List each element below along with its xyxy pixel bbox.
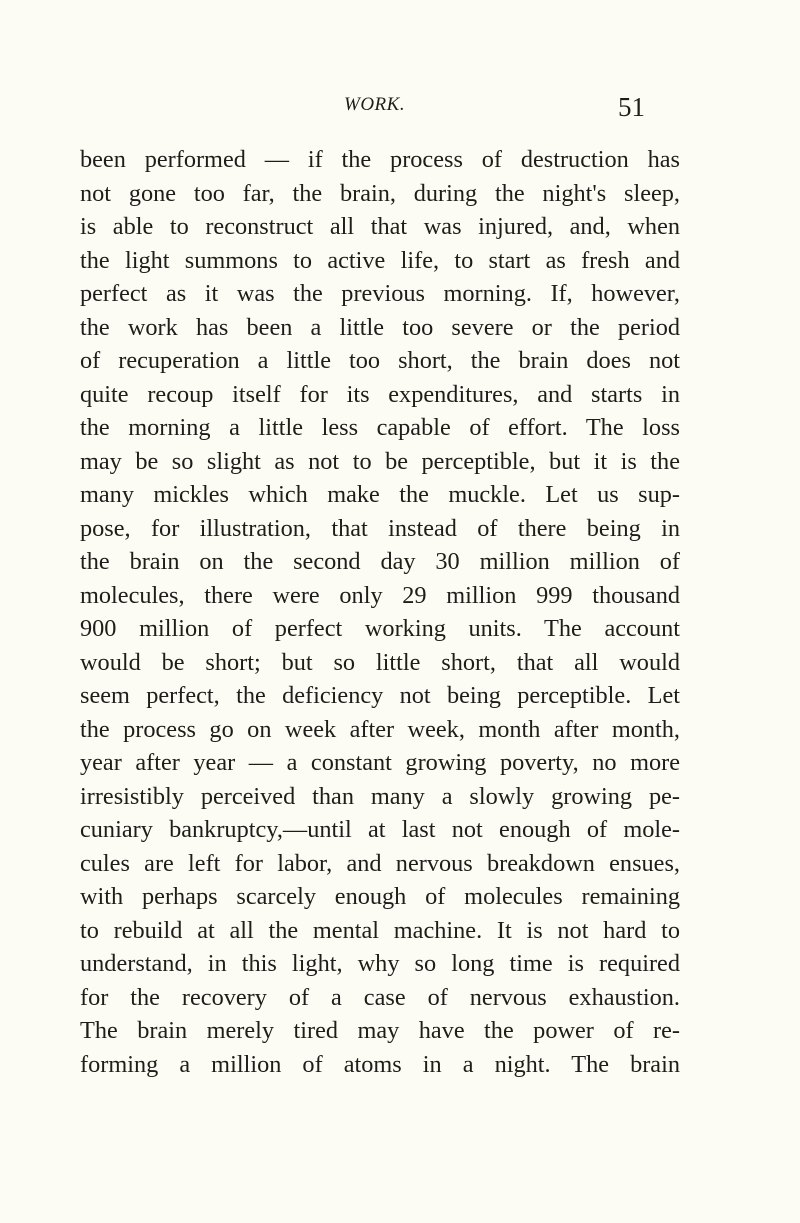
text-line: the morning a little less capable of effort. The loss — [80, 414, 680, 441]
text-line: the process go on week after week, month after month, — [80, 715, 680, 743]
text-line: the light summons to active life, to start as fresh and — [80, 246, 680, 274]
text-line: understand, in this light, why so long time is required — [80, 950, 680, 977]
text-line: of recuperation a little too short, the brain does not — [80, 347, 680, 374]
text-line: would be short; but so little short, that all would — [80, 648, 680, 676]
text-line: not gone too far, the brain, during the night's sleep, — [80, 179, 680, 207]
running-title: WORK. — [344, 94, 406, 115]
body-text — [80, 143, 680, 1081]
text-line: The brain merely tired may have the power of re- — [80, 1017, 680, 1044]
text-line: seem perfect, the deficiency not being perceptible. Let — [80, 682, 680, 709]
text-line: cuniary bankruptcy,—until at last not enough of mole- — [80, 816, 680, 843]
text-line: been performed — if the process of destruction has — [80, 146, 680, 173]
text-line: is able to reconstruct all that was injured, and, when — [80, 213, 680, 240]
text-line: may be so slight as not to be perceptible, but it is the — [80, 447, 680, 475]
text-line: perfect as it was the previous morning. If, however, — [80, 280, 680, 307]
text-line: 900 million of perfect working units. The account — [80, 615, 680, 642]
text-line: molecules, there were only 29 million 999 thousand — [80, 581, 680, 609]
text-line: pose, for illustration, that instead of there being in — [80, 514, 680, 542]
text-line: irresistibly perceived than many a slowly growing pe- — [80, 782, 680, 810]
running-head — [80, 92, 680, 128]
text-line: year after year — a constant growing poverty, no more — [80, 749, 680, 776]
text-line: to rebuild at all the mental machine. It is not hard to — [80, 916, 680, 944]
text-line: quite recoup itself for its expenditures, and starts in — [80, 380, 680, 408]
text-line: the work has been a little too severe or the period — [80, 313, 680, 341]
text-line: for the recovery of a case of nervous exhaustion. — [80, 983, 680, 1011]
text-line: the brain on the second day 30 million million of — [80, 548, 680, 575]
text-line: forming a million of atoms in a night. The brain — [80, 1050, 680, 1078]
text-line: many mickles which make the muckle. Let us sup- — [80, 481, 680, 508]
text-line: with perhaps scarcely enough of molecules remaining — [80, 883, 680, 910]
text-line: cules are left for labor, and nervous breakdown ensues, — [80, 849, 680, 877]
page-number: 51 — [618, 92, 645, 122]
